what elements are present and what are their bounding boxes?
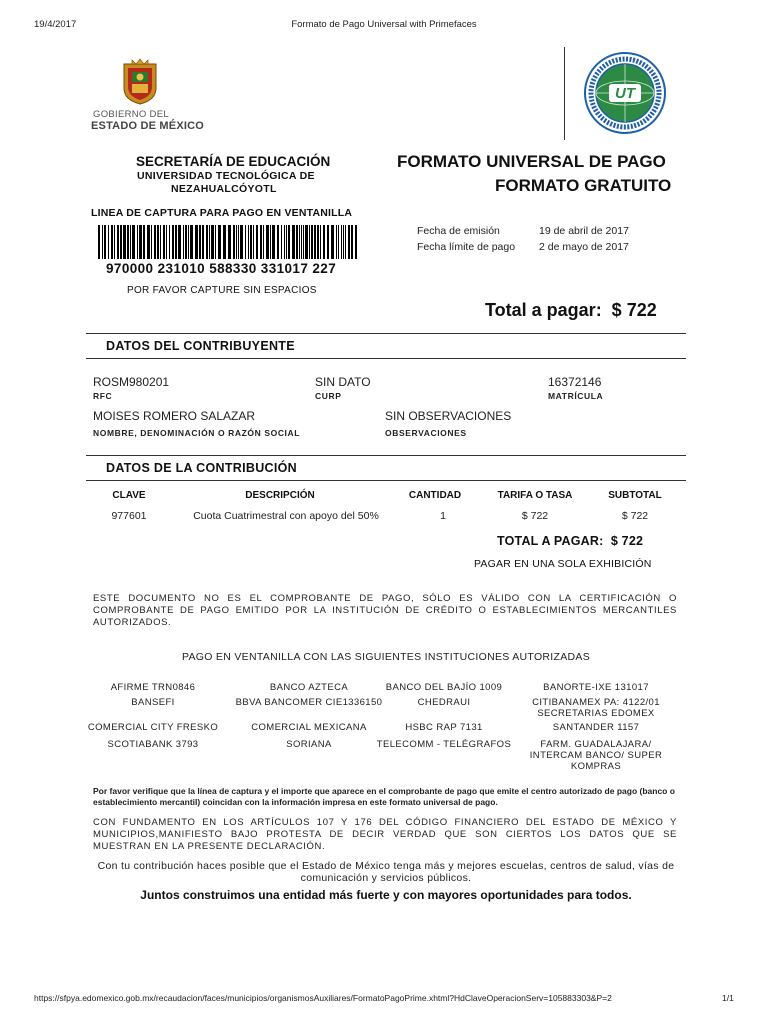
barcode-bar xyxy=(266,225,269,259)
barcode-bar xyxy=(270,225,271,259)
barcode-bar xyxy=(195,225,198,259)
barcode-bar xyxy=(114,225,115,259)
barcode-bar xyxy=(301,225,302,259)
observaciones-value: SIN OBSERVACIONES xyxy=(385,409,512,423)
formato-title: FORMATO UNIVERSAL DE PAGO xyxy=(397,152,666,171)
col-tarifa-header: TARIFA O TASA xyxy=(497,490,573,501)
barcode-bar xyxy=(331,225,334,259)
institucion-item: COMERCIAL CITY FRESKO xyxy=(87,722,219,733)
institucion-item: SORIANA xyxy=(286,739,332,750)
estado-de-mexico-crest-icon xyxy=(120,58,160,105)
barcode-bar xyxy=(120,225,122,259)
matricula-value: 16372146 xyxy=(548,375,602,389)
institucion-item: CHEDRAUI xyxy=(417,697,471,708)
barcode-bar xyxy=(130,225,131,259)
matricula-label: MATRÍCULA xyxy=(548,391,604,401)
barcode-bar xyxy=(178,225,181,259)
barcode-bar xyxy=(260,225,262,259)
institucion-item: COMERCIAL MEXICANA xyxy=(251,722,367,733)
barcode-bar xyxy=(256,225,258,259)
barcode-bar xyxy=(327,225,329,259)
barcode-bar xyxy=(108,225,109,259)
barcode-bar xyxy=(233,225,235,259)
institucion-item: SANTANDER 1157 xyxy=(552,722,640,733)
curp-label: CURP xyxy=(315,391,342,401)
print-date: 19/4/2017 xyxy=(34,19,77,30)
rfc-value: ROSM980201 xyxy=(93,375,170,389)
gov-line-2: ESTADO DE MÉXICO xyxy=(91,120,205,132)
total-a-pagar-header: Total a pagar: $ 722 xyxy=(485,300,657,320)
barcode-bar xyxy=(123,225,126,259)
barcode-bar xyxy=(311,225,313,259)
contribucion-section-title: DATOS DE LA CONTRIBUCIÓN xyxy=(106,461,297,475)
barcode-bar xyxy=(160,225,161,259)
row-cantidad: 1 xyxy=(440,510,446,522)
divider xyxy=(86,455,686,456)
barcode-bar xyxy=(172,225,174,259)
barcode-bar xyxy=(218,225,221,259)
fecha-limite-label: Fecha límite de pago xyxy=(417,241,516,253)
barcode-bar xyxy=(147,225,150,259)
fecha-emision-value: 19 de abril de 2017 xyxy=(539,225,629,237)
institucion-item: FARM. GUADALAJARA/ INTERCAM BANCO/ SUPER KOMPRAS xyxy=(529,739,663,772)
aviso-text: ESTE DOCUMENTO NO ES EL COMPROBANTE DE PAGO, SÓLO ES VÁLIDO CON LA CERTIFICACIÓN O COMPROBANTE DE PAGO EMITIDO POR LA INSTITUCIÓN DE CRÉDITO O ESTABLECIMIENTOS MERCANTILES AUTORIZADOS. xyxy=(93,593,677,628)
barcode-bar xyxy=(253,225,254,259)
institucion-item: CITIBANAMEX PA: 4122/01 SECRETARIAS EDOMEX xyxy=(532,697,660,719)
barcode-bar xyxy=(228,225,231,259)
seal-letters: UT xyxy=(615,85,635,102)
barcode-bar xyxy=(292,225,295,259)
divider xyxy=(86,358,686,359)
instituciones-title: PAGO EN VENTANILLA CON LAS SIGUIENTES INSTITUCIONES AUTORIZADAS xyxy=(181,651,591,663)
barcode-bar xyxy=(163,225,165,259)
fecha-emision-label: Fecha de emisión xyxy=(417,225,500,237)
institucion-item: BANORTE-IXE 131017 xyxy=(543,682,649,693)
barcode-bar xyxy=(104,225,106,259)
barcode-bar xyxy=(272,225,275,259)
row-tarifa: $ 722 xyxy=(521,510,549,522)
juntos-message: Juntos construimos una entidad más fuerte y con mayores oportunidades para todos. xyxy=(140,888,632,902)
print-title: Formato de Pago Universal with Primefaces xyxy=(291,19,477,30)
university-seal-icon xyxy=(584,52,666,134)
barcode-bar xyxy=(154,225,156,259)
logo-divider xyxy=(564,47,565,140)
barcode-bar xyxy=(348,225,350,259)
institucion-item: BBVA BANCOMER CIE1336150 xyxy=(235,697,383,708)
barcode-bar xyxy=(137,225,138,259)
divider xyxy=(86,333,686,334)
institucion-item: TELECOMM - TELÉGRAFOS xyxy=(376,739,512,750)
barcode-bar xyxy=(132,225,135,259)
row-subtotal: $ 722 xyxy=(621,510,649,522)
col-descripcion-header: DESCRIPCIÓN xyxy=(245,490,315,501)
barcode-bar xyxy=(296,225,298,259)
barcode-bar xyxy=(215,225,216,259)
linea-captura-number: 970000 231010 588330 331017 227 xyxy=(106,261,337,276)
barcode-bar xyxy=(139,225,142,259)
barcode-bar xyxy=(336,225,337,259)
barcode-bar xyxy=(240,225,243,259)
fecha-limite-value: 2 de mayo de 2017 xyxy=(539,241,629,253)
barcode-bar xyxy=(175,225,177,259)
barcode-bar xyxy=(183,225,184,259)
col-clave-header: CLAVE xyxy=(112,490,146,501)
observaciones-label: OBSERVACIONES xyxy=(385,428,467,438)
barcode-bar xyxy=(166,225,167,259)
curp-value: SIN DATO xyxy=(315,375,371,389)
barcode-bar xyxy=(286,225,287,259)
barcode-bar xyxy=(238,225,239,259)
universidad-line-1: UNIVERSIDAD TECNOLÓGICA DE xyxy=(137,170,315,182)
barcode-bar xyxy=(263,225,264,259)
barcode-bar xyxy=(199,225,201,259)
formato-subtitle: FORMATO GRATUITO xyxy=(495,176,672,195)
barcode-bar xyxy=(211,225,214,259)
barcode-bar xyxy=(117,225,119,259)
col-subtotal-header: SUBTOTAL xyxy=(608,490,662,501)
barcode-image xyxy=(98,225,360,259)
barcode-bar xyxy=(111,225,113,259)
barcode-bar xyxy=(127,225,129,259)
linea-captura-title: LINEA DE CAPTURA PARA PAGO EN VENTANILLA xyxy=(91,207,353,219)
barcode-bar xyxy=(245,225,246,259)
rfc-label: RFC xyxy=(93,391,113,401)
institucion-item: BANCO DEL BAJÍO 1009 xyxy=(385,682,503,693)
barcode-bar xyxy=(185,225,187,259)
barcode-bar xyxy=(341,225,342,259)
barcode-bar xyxy=(303,225,304,259)
barcode-bar xyxy=(284,225,285,259)
barcode-bar xyxy=(102,225,103,259)
barcode-bar xyxy=(343,225,344,259)
barcode-bar xyxy=(338,225,339,259)
barcode-bar xyxy=(143,225,145,259)
universidad-line-2: NEZAHUALCÓYOTL xyxy=(171,183,277,195)
barcode-bar xyxy=(248,225,249,259)
institucion-item: HSBC RAP 7131 xyxy=(405,722,483,733)
barcode-bar xyxy=(351,225,353,259)
barcode-bar xyxy=(223,225,226,259)
barcode-bar xyxy=(309,225,310,259)
capture-note: POR FAVOR CAPTURE SIN ESPACIOS xyxy=(127,285,317,296)
barcode-bar xyxy=(157,225,159,259)
fundamento-text: CON FUNDAMENTO EN LOS ARTÍCULOS 107 Y 176 DEL CÓDIGO FINANCIERO DEL ESTADO DE MÉXICO Y MUNICIPIOS,MANIFIESTO BAJO PROTESTA DE DECIR VERDAD QUE SON CIERTOS LOS DATOS QUE SE MUESTRAN EN LA PRESENTE DECLARACIÓN. xyxy=(93,817,677,852)
secretaria-title: SECRETARÍA DE EDUCACIÓN xyxy=(136,154,331,169)
total-a-pagar: TOTAL A PAGAR: $ 722 xyxy=(497,534,644,548)
col-cantidad-header: CANTIDAD xyxy=(408,490,462,501)
barcode-bar xyxy=(236,225,237,259)
divider xyxy=(86,480,686,481)
row-clave: 977601 xyxy=(111,510,147,522)
barcode-bar xyxy=(151,225,152,259)
barcode-bar xyxy=(206,225,208,259)
pago-unico-note: PAGAR EN UNA SOLA EXHIBICIÓN xyxy=(474,558,652,570)
verifique-text: Por favor verifique que la línea de captura y el importe que aparece en el comprobante de pago que emite el centro autorizado de pago (banco o establecimiento mercantil) coincidan con la información impresa en este formato universal de pago. xyxy=(93,786,675,807)
barcode-bar xyxy=(355,225,357,259)
barcode-bar xyxy=(190,225,193,259)
institucion-item: BANCO AZTECA xyxy=(269,682,349,693)
barcode-bar xyxy=(323,225,325,259)
institucion-item: BANSEFI xyxy=(131,697,175,708)
institucion-item: SCOTIABANK 3793 xyxy=(107,739,199,750)
barcode-bar xyxy=(305,225,308,259)
barcode-bar xyxy=(281,225,282,259)
barcode-bar xyxy=(188,225,189,259)
contribucion-message: Con tu contribución haces posible que el Estado de México tenga más y mejores escuelas, centros de salud, vías de comunicación y servicios públicos. xyxy=(97,860,675,884)
barcode-bar xyxy=(202,225,204,259)
barcode-bar xyxy=(314,225,316,259)
row-descripcion: Cuota Cuatrimestral con apoyo del 50% xyxy=(193,510,379,522)
barcode-bar xyxy=(345,225,346,259)
barcode-bar xyxy=(250,225,252,259)
barcode-bar xyxy=(288,225,290,259)
gov-line-1: GOBIERNO DEL xyxy=(93,109,169,120)
barcode-bar xyxy=(209,225,210,259)
nombre-label: NOMBRE, DENOMINACIÓN O RAZÓN SOCIAL xyxy=(93,428,301,438)
contribuyente-section-title: DATOS DEL CONTRIBUYENTE xyxy=(106,339,295,353)
nombre-value: MOISES ROMERO SALAZAR xyxy=(93,409,256,423)
barcode-bar xyxy=(169,225,170,259)
barcode-bar xyxy=(320,225,321,259)
print-page-number: 1/1 xyxy=(722,993,734,1003)
institucion-item: AFIRME TRN0846 xyxy=(110,682,196,693)
barcode-bar xyxy=(317,225,319,259)
barcode-bar xyxy=(98,225,100,259)
barcode-bar xyxy=(277,225,279,259)
print-url: https://sfpya.edomexico.gob.mx/recaudacion/faces/municipios/organismosAuxiliares/FormatoPagoPrime.xhtml?HdClaveOperacionServ=105883303&P=2 xyxy=(34,993,612,1003)
barcode-bar xyxy=(299,225,300,259)
